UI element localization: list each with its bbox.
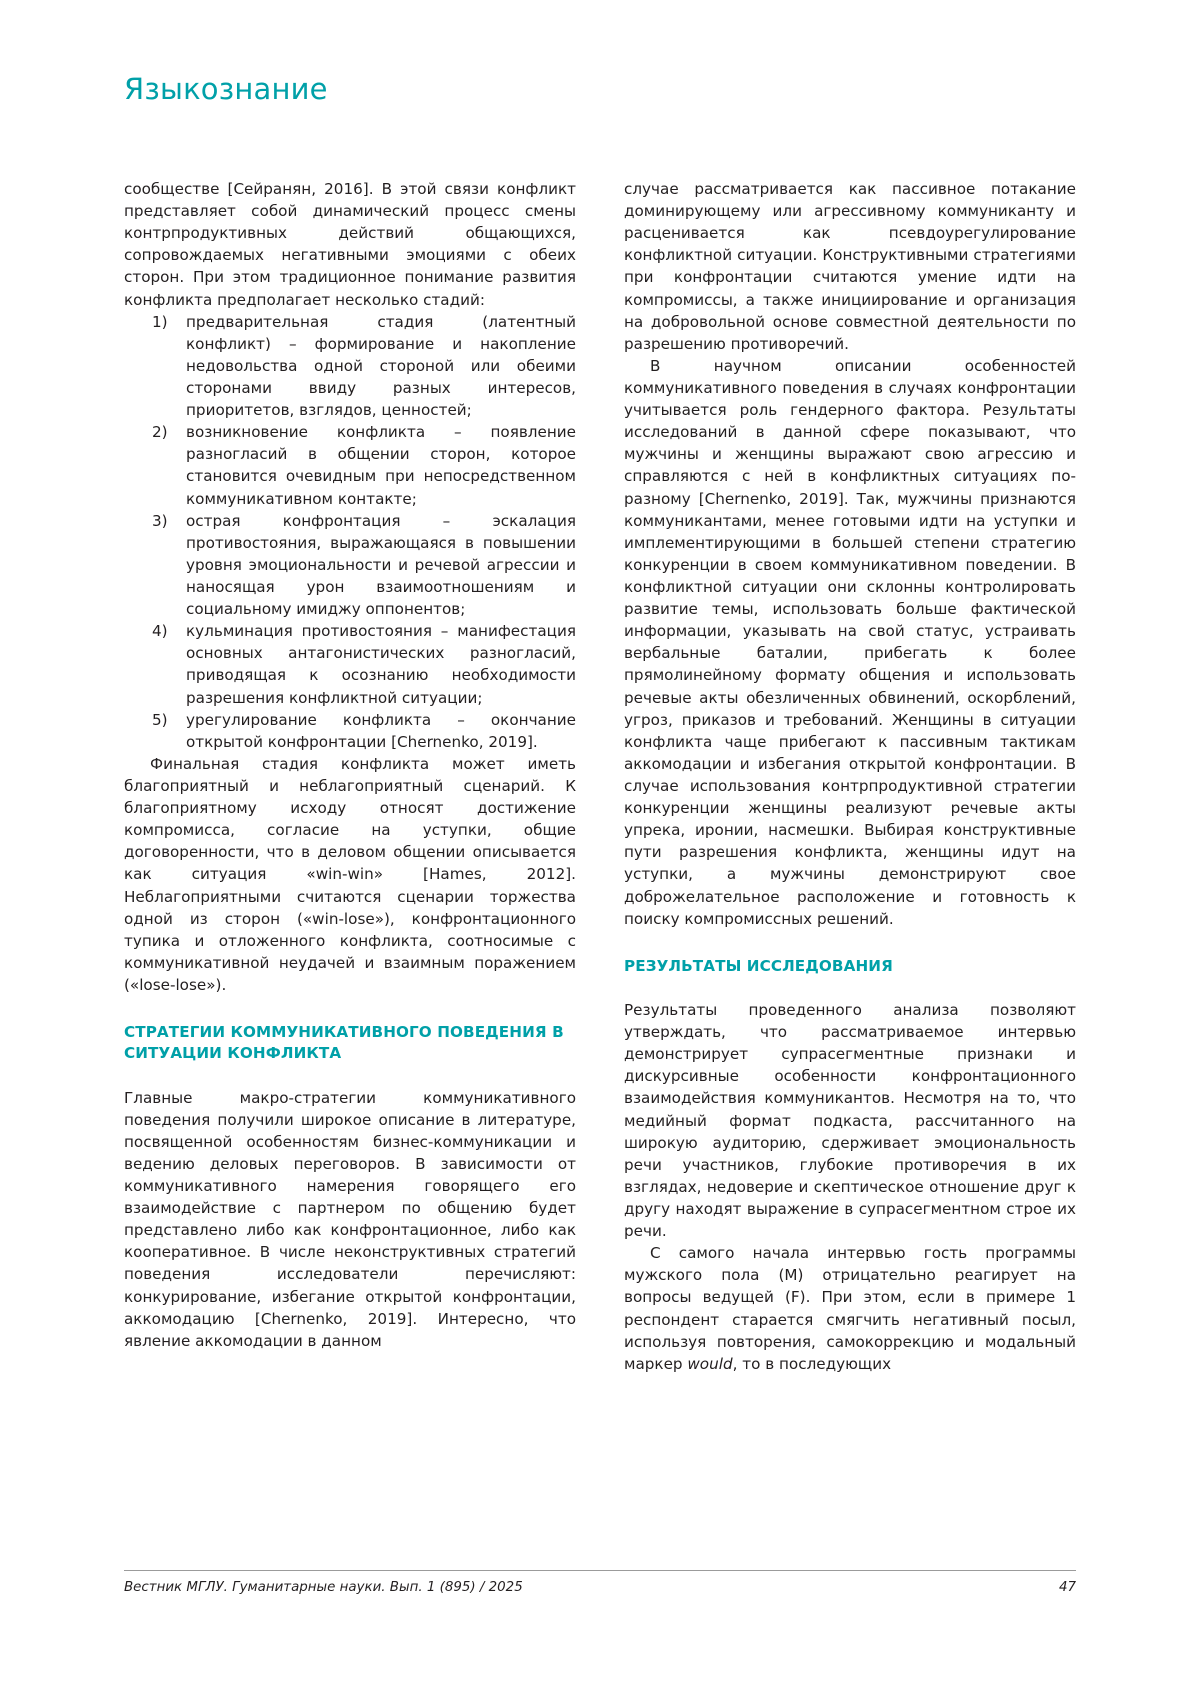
- section-heading-results: РЕЗУЛЬТАТЫ ИССЛЕДОВАНИЯ: [624, 956, 893, 975]
- list-item-text: кульминация противостояния – манифестация основных антагонистических разногласий, приводящая к осознанию необходимости разрешения конфликтной ситуации;: [186, 622, 576, 707]
- page-rubric-title: Языкознание: [124, 72, 328, 106]
- list-item: [124, 709, 576, 753]
- list-item-number: 2): [152, 423, 168, 442]
- list-item-number: 5): [152, 710, 168, 729]
- list-item-text: острая конфронтация – эскалация противостояния, выражающаяся в повышении уровня эмоциональности и речевой агрессии и наносящая урон взаимоотношениям и социальному имиджу оппонентов;: [186, 511, 576, 619]
- list-item-text: урегулирование конфликта – окончание открытой конфронтации [Chernenko, 2019].: [186, 710, 576, 751]
- paragraph-right-2: В научном описании особенностей коммуникативного поведения в случаях конфронтации учитывается роль гендерного фактора. Результаты исследований в данной сфере показывают, что мужчины и женщины выражают свою агрессию и справляются с ней в конфликтных ситуациях по-разному [Chernenko, 2019]. Так, мужчины признаются коммуникантами, менее готовыми идти на уступки и имплементирующими в большей степени стратегию конкуренции в своем коммуникативном поведении. В конфликтной ситуации они склонны контролировать развитие темы, использовать больше фактической информации, указывать на свой статус, устраивать вербальные баталии, прибегать к более прямолинейному формату общения и использовать речевые акты обезличенных обвинений, оскорблений, угроз, приказов и требований. Женщины в ситуации конфликта чаще прибегают к пассивным тактикам аккомодации и избегания открытой конфронтации. В случае использования контрпродуктивной стратегии конкуренции женщины реализуют речевые акты упрека, иронии, насмешки. Выбирая конструктивные пути разрешения конфликта, женщины идут на уступки, а мужчины демонстрируют свое доброжелательное расположение и готовность к поиску компромиссных решений.: [624, 356, 1076, 928]
- conflict-stages-list: [124, 311, 576, 753]
- paragraph-left-3: Главные макро-стратегии коммуникативного поведения получили широкое описание в литературе, посвященной особенностям бизнес-коммуникации и ведению деловых переговоров. В зависимости от коммуникативного намерения говорящего его взаимодействие с партнером по общению будет представлено либо как конфронтационное, либо как кооперативное. В числе неконструктивных стратегий поведения исследователи перечисляют: конкурирование, избегание открытой конфронтации, аккомодацию [Chernenko, 2019]. Интересно, что явление аккомодации в данном: [124, 1088, 576, 1350]
- list-item: [124, 620, 576, 708]
- paragraph-left-1: сообществе [Сейранян, 2016]. В этой связи конфликт представляет собой динамический процесс смены контрпродуктивных действий общающихся, сопровождаемых негативными эмоциями с обеих сторон. При этом традиционное понимание развития конфликта предполагает несколько стадий:: [124, 180, 576, 309]
- list-item: [124, 510, 576, 621]
- journal-citation: Вестник МГЛУ. Гуманитарные науки. Вып. 1 (895) / 2025: [124, 1580, 523, 1595]
- page-footer: [124, 1570, 1076, 1595]
- paragraph-right-4-tail: , то в последующих: [732, 1354, 892, 1373]
- list-item: [124, 311, 576, 422]
- paragraph-right-1: случае рассматривается как пассивное потакание доминирующему или агрессивному коммуниканту и расценивается как псевдоурегулирование конфликтной ситуации. Конструктивными стратегиями при конфронтации считаются умение идти на компромиссы, а также инициирование и организация на добровольной основе совместной деятельности по разрешению противоречий.: [624, 180, 1076, 353]
- right-column: [624, 178, 1076, 1375]
- list-item-number: 3): [152, 511, 168, 530]
- paragraph-right-4-lead: С самого начала интервью гость программы мужского пола (M) отрицательно реагирует на вопросы ведущей (F). При этом, если в примере 1 респондент старается смягчить негативный посыл, используя повторения, самокоррекцию и модальный маркер: [624, 1244, 1076, 1373]
- two-column-body: [124, 178, 1076, 1375]
- spacer: [624, 930, 1076, 956]
- section-heading-strategies: СТРАТЕГИИ КОММУНИКАТИВНОГО ПОВЕДЕНИЯ В СИТУАЦИИ КОНФЛИКТА: [124, 1023, 564, 1063]
- paragraph-right-3: Результаты проведенного анализа позволяют утверждать, что рассматриваемое интервью демонстрирует супрасегментные признаки и дискурсивные особенности конфронтационного взаимодействия коммуникантов. Несмотря на то, что медийный формат подкаста, рассчитанного на широкую аудиторию, сдерживает эмоциональность речи участников, глубокие противоречия в их взглядах, недоверие и скептическое отношение друг к другу находят выражение в супрасегментном строе их речи.: [624, 1001, 1076, 1241]
- modal-marker-would: would: [687, 1354, 733, 1373]
- list-item-number: 4): [152, 622, 168, 641]
- list-item-text: предварительная стадия (латентный конфликт) – формирование и накопление недовольства одной стороной или обеими сторонами ввиду разных интересов, приоритетов, взглядов, ценностей;: [186, 312, 576, 420]
- spacer: [624, 977, 1076, 999]
- left-column: [124, 178, 576, 1375]
- spacer: [124, 1065, 576, 1087]
- list-item: [124, 421, 576, 509]
- paragraph-right-4: [624, 1242, 1076, 1375]
- paragraph-left-2: Финальная стадия конфликта может иметь благоприятный и неблагоприятный сценарий. К благоприятному исходу относят достижение компромисса, согласие на уступки, общие договоренности, что в деловом общении описывается как ситуация «win-win» [Hames, 2012]. Неблагоприятными считаются сценарии торжества одной из сторон («win-lose»), конфронтационного тупика и отложенного конфликта, соотносимые с коммуникативной неудачей и взаимным поражением («lose-lose»).: [124, 754, 576, 994]
- page-number: 47: [1058, 1580, 1076, 1595]
- spacer: [124, 996, 576, 1022]
- list-item-number: 1): [152, 312, 168, 331]
- list-item-text: возникновение конфликта – появление разногласий в общении сторон, которое становится очевидным при непосредственном коммуникативном контакте;: [186, 423, 576, 508]
